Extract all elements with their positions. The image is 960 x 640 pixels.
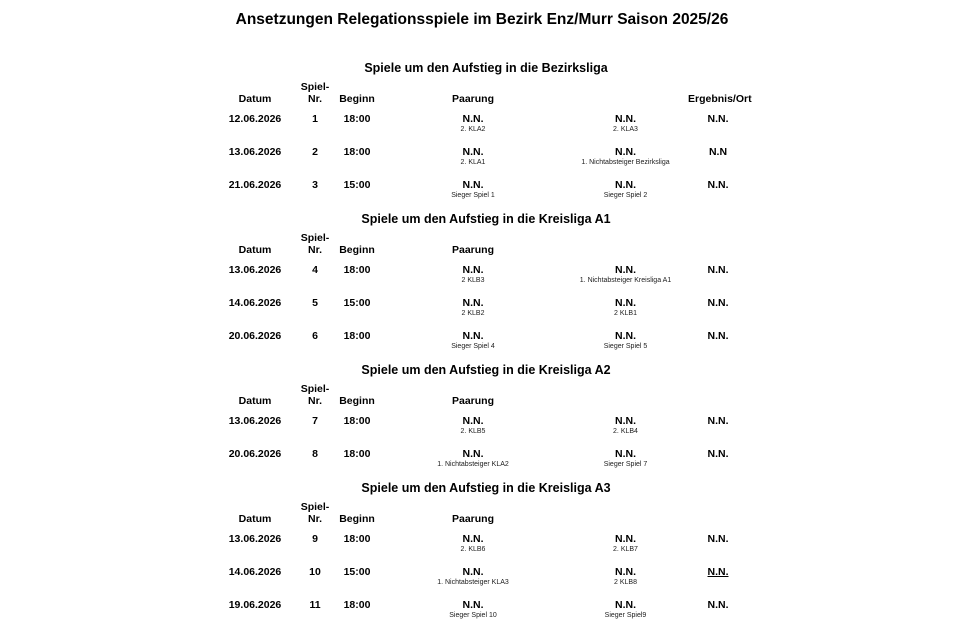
kickoff-time: 18:00: [343, 415, 371, 427]
header-beginn: Beginn: [339, 93, 375, 105]
home-team-cell: [383, 415, 563, 436]
away-team-cell: [563, 415, 688, 436]
result-value: N.N.: [707, 179, 729, 191]
match-date: 19.06.2026: [228, 599, 282, 611]
schedule-content: [211, 61, 761, 620]
away-team-name: N.N.: [615, 330, 636, 342]
match-date: 21.06.2026: [228, 179, 282, 191]
home-team-name: N.N.: [462, 533, 484, 545]
section-heading: Spiele um den Aufstieg in die Bezirksliga: [364, 61, 608, 75]
home-team-name: N.N.: [462, 415, 484, 427]
away-team-name: N.N.: [615, 179, 636, 191]
away-team-source: 2. KLB7: [613, 546, 638, 553]
match-date: 13.06.2026: [228, 533, 282, 545]
header-datum: Datum: [238, 244, 272, 256]
match-number: 11: [309, 599, 321, 611]
header-paarung: Paarung: [451, 244, 494, 256]
kickoff-time: 15:00: [343, 566, 371, 578]
result-value: N.N: [708, 146, 728, 158]
result-value: N.N.: [707, 415, 729, 427]
away-team-cell: [563, 566, 688, 587]
table-row: [211, 179, 761, 200]
header-paarung: Paarung: [451, 93, 494, 105]
section-heading: Spiele um den Aufstieg in die Kreisliga A1: [361, 212, 611, 226]
table-row: [211, 146, 761, 167]
match-number: 4: [312, 264, 318, 276]
page-title: Ansetzungen Relegationsspiele im Bezirk Enz/Murr Saison 2025/26: [235, 11, 729, 28]
table-row: [211, 448, 761, 469]
away-team-name: N.N.: [615, 566, 636, 578]
home-team-cell: [383, 533, 563, 554]
away-team-source: 2 KLB8: [614, 579, 637, 586]
home-team-source: 2. KLA2: [460, 126, 486, 133]
header-spiel-nr: [299, 232, 331, 256]
header-spiel-nr: [299, 501, 331, 525]
header-spiel-nr: [299, 81, 331, 105]
kickoff-time: 18:00: [343, 113, 371, 125]
header-datum: Datum: [238, 395, 272, 407]
match-date: 12.06.2026: [228, 113, 282, 125]
home-team-cell: [383, 179, 563, 200]
section-heading: Spiele um den Aufstieg in die Kreisliga A2: [361, 363, 611, 377]
header-datum: Datum: [238, 513, 272, 525]
away-team-cell: [563, 533, 688, 554]
header-paarung: Paarung: [451, 395, 494, 407]
home-team-name: N.N.: [462, 566, 484, 578]
header-spiel-nr-line1: Spiel-: [300, 501, 330, 513]
home-team-source: 2 KLB2: [461, 310, 485, 317]
away-team-source: 1. Nichtabsteiger Bezirksliga: [581, 159, 670, 166]
home-team-name: N.N.: [462, 146, 484, 158]
result-value: N.N.: [707, 448, 729, 460]
kickoff-time: 15:00: [343, 297, 371, 309]
away-team-cell: [563, 599, 688, 620]
home-team-source: 2 KLB3: [461, 277, 485, 284]
header-spiel-nr-line2: Nr.: [307, 513, 322, 525]
result-value: N.N.: [707, 566, 729, 578]
home-team-name: N.N.: [462, 297, 484, 309]
away-team-name: N.N.: [615, 448, 636, 460]
match-number: 10: [309, 566, 321, 578]
away-team-source: Sieger Spiel9: [604, 612, 647, 619]
home-team-name: N.N.: [462, 330, 484, 342]
away-team-name: N.N.: [615, 113, 636, 125]
match-number: 1: [312, 113, 318, 125]
table-row: [211, 415, 761, 436]
header-spiel-nr-line1: Spiel-: [300, 383, 330, 395]
section-bezirksliga: [211, 61, 761, 200]
header-spiel-nr-line2: Nr.: [307, 93, 322, 105]
away-team-source: 2. KLA3: [613, 126, 638, 133]
home-team-cell: [383, 599, 563, 620]
home-team-cell: [383, 566, 563, 587]
kickoff-time: 18:00: [343, 448, 371, 460]
match-number: 2: [312, 146, 318, 158]
home-team-cell: [383, 264, 563, 285]
header-beginn: Beginn: [339, 513, 375, 525]
header-ergebnis: Ergebnis/Ort: [688, 93, 752, 105]
match-number: 8: [312, 448, 318, 460]
kickoff-time: 15:00: [343, 179, 371, 191]
home-team-source: 2. KLA1: [460, 159, 486, 166]
result-value: N.N.: [707, 264, 729, 276]
match-number: 7: [312, 415, 318, 427]
header-spiel-nr-line1: Spiel-: [300, 232, 330, 244]
match-date: 14.06.2026: [228, 297, 282, 309]
kickoff-time: 18:00: [343, 330, 371, 342]
away-team-source: Sieger Spiel 5: [603, 343, 648, 350]
away-team-cell: [563, 113, 688, 134]
header-paarung: Paarung: [451, 513, 494, 525]
section-heading: Spiele um den Aufstieg in die Kreisliga A3: [361, 481, 611, 495]
header-spiel-nr-line2: Nr.: [307, 244, 322, 256]
table-row: [211, 113, 761, 134]
kickoff-time: 18:00: [343, 533, 371, 545]
match-number: 5: [312, 297, 318, 309]
home-team-source: Sieger Spiel 1: [451, 192, 495, 199]
result-value: N.N.: [707, 297, 729, 309]
result-value: N.N.: [707, 330, 729, 342]
home-team-source: 2. KLB6: [460, 546, 486, 553]
home-team-name: N.N.: [462, 599, 484, 611]
away-team-source: 1. Nichtabsteiger Kreisliga A1: [579, 277, 672, 284]
away-team-cell: [563, 297, 688, 318]
away-team-cell: [563, 179, 688, 200]
match-date: 13.06.2026: [228, 264, 282, 276]
away-team-cell: [563, 330, 688, 351]
table-row: [211, 533, 761, 554]
match-number: 9: [312, 533, 318, 545]
home-team-cell: [383, 448, 563, 469]
kickoff-time: 18:00: [343, 599, 371, 611]
away-team-source: Sieger Spiel 2: [603, 192, 648, 199]
header-beginn: Beginn: [339, 244, 375, 256]
home-team-cell: [383, 297, 563, 318]
result-value: N.N.: [707, 533, 729, 545]
match-number: 6: [312, 330, 318, 342]
away-team-source: Sieger Spiel 7: [603, 461, 648, 468]
table-row: [211, 599, 761, 620]
match-date: 20.06.2026: [228, 330, 282, 342]
home-team-source: 1. Nichtabsteiger KLA3: [437, 579, 509, 586]
match-date: 14.06.2026: [228, 566, 282, 578]
away-team-name: N.N.: [615, 533, 636, 545]
away-team-name: N.N.: [615, 297, 636, 309]
section-kreisliga-a2: [211, 363, 761, 469]
header-spiel-nr-line2: Nr.: [307, 395, 322, 407]
home-team-cell: [383, 113, 563, 134]
section-kreisliga-a1: [211, 212, 761, 351]
section-kreisliga-a3: [211, 481, 761, 620]
match-date: 13.06.2026: [228, 146, 282, 158]
column-header-row: [211, 232, 761, 256]
away-team-name: N.N.: [615, 599, 636, 611]
home-team-cell: [383, 330, 563, 351]
home-team-name: N.N.: [462, 448, 484, 460]
away-team-name: N.N.: [615, 264, 636, 276]
away-team-name: N.N.: [615, 146, 636, 158]
home-team-name: N.N.: [462, 179, 484, 191]
away-team-source: 2 KLB1: [614, 310, 637, 317]
header-beginn: Beginn: [339, 395, 375, 407]
table-row: [211, 297, 761, 318]
away-team-name: N.N.: [615, 415, 636, 427]
home-team-source: 2. KLB5: [460, 428, 486, 435]
match-number: 3: [312, 179, 318, 191]
table-row: [211, 264, 761, 285]
away-team-cell: [563, 448, 688, 469]
away-team-cell: [563, 264, 688, 285]
result-value: N.N.: [707, 599, 729, 611]
header-datum: Datum: [238, 93, 272, 105]
home-team-name: N.N.: [462, 264, 484, 276]
column-header-row: [211, 501, 761, 525]
match-date: 13.06.2026: [228, 415, 282, 427]
home-team-cell: [383, 146, 563, 167]
home-team-source: Sieger Spiel 10: [449, 612, 497, 619]
table-row: [211, 330, 761, 351]
result-value: N.N.: [707, 113, 729, 125]
header-spiel-nr-line1: Spiel-: [300, 81, 330, 93]
column-header-row: [211, 383, 761, 407]
away-team-source: 2. KLB4: [613, 428, 638, 435]
home-team-name: N.N.: [462, 113, 484, 125]
kickoff-time: 18:00: [343, 264, 371, 276]
header-spiel-nr: [299, 383, 331, 407]
table-row: [211, 566, 761, 587]
home-team-source: Sieger Spiel 4: [451, 343, 495, 350]
column-header-row: [211, 81, 761, 105]
away-team-cell: [563, 146, 688, 167]
home-team-source: 1. Nichtabsteiger KLA2: [437, 461, 509, 468]
match-date: 20.06.2026: [228, 448, 282, 460]
kickoff-time: 18:00: [343, 146, 371, 158]
